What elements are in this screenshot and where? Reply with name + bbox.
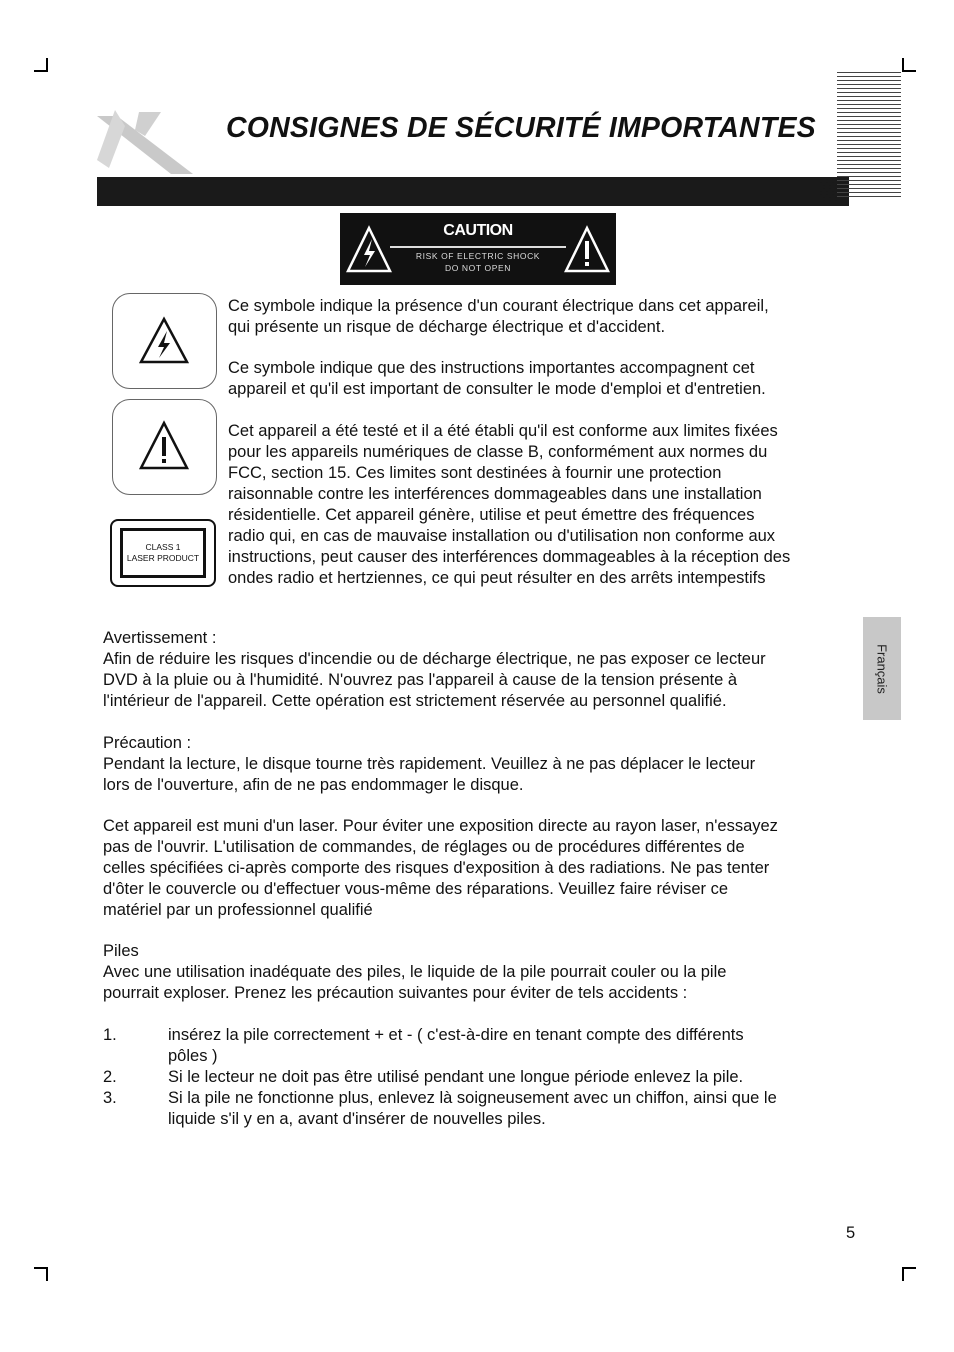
text-line: matériel par un professionnel qualifié <box>103 901 373 919</box>
text-line: Afin de réduire les risques d'incendie ou de décharge électrique, ne pas exposer ce lecteur <box>103 650 766 668</box>
text-line: Cet appareil est muni d'un laser. Pour éviter une exposition directe au rayon laser, n'essayez <box>103 817 778 835</box>
lightning-symbol-box <box>112 293 217 389</box>
list-item-number: 3. <box>103 1089 117 1107</box>
list-item <box>168 1067 743 1088</box>
list-item <box>168 1025 744 1067</box>
caution-subtitle-1: RISK OF ELECTRIC SHOCK <box>415 251 541 261</box>
page-number: 5 <box>846 1224 856 1242</box>
text-line: Pendant la lecture, le disque tourne très rapidement. Veuillez à ne pas déplacer le lecteur <box>103 755 756 773</box>
language-tab-label: Français <box>874 643 890 694</box>
language-tab <box>863 617 901 720</box>
text-line: pas de l'ouvrir. L'utilisation de commandes, de réglages ou de procédures différentes de <box>103 838 745 856</box>
title-bar <box>97 177 849 206</box>
caution-label <box>340 213 616 285</box>
batteries-section <box>103 941 726 1004</box>
laser-label-line-2: LASER PRODUCT <box>126 553 200 563</box>
symbol-paragraph-lightning <box>228 296 769 338</box>
caution-divider <box>390 246 566 248</box>
precaution-section <box>103 733 755 796</box>
symbol-paragraph-exclamation <box>228 358 766 400</box>
text-line: Avec une utilisation inadéquate des piles, le liquide de la pile pourrait couler ou la pile <box>103 963 727 981</box>
text-line: pôles ) <box>168 1047 218 1065</box>
text-line: raisonnable contre les interférences dommageables dans une installation <box>228 485 762 503</box>
text-line: Ce symbole indique la présence d'un courant électrique dans cet appareil, <box>228 297 769 315</box>
crop-mark-top-right <box>902 58 916 72</box>
precaution-heading: Précaution : <box>103 734 192 752</box>
laser-product-label <box>110 519 216 587</box>
text-line: DVD à la pluie ou à l'humidité. N'ouvrez pas l'appareil à cause de la tension présente à <box>103 671 738 689</box>
text-line: FCC, section 15. Ces limites sont destinées à fournir une protection <box>228 464 722 482</box>
text-line: Cet appareil a été testé et il a été établi qu'il est conforme aux limites fixées <box>228 422 778 440</box>
text-line: radio qui, en cas de mauvaise installation ou d'utilisation non conforme aux <box>228 527 776 545</box>
text-line: d'ôter le couvercle ou d'effectuer vous-même des réparations. Veuillez faire réviser ce <box>103 880 729 898</box>
crop-mark-top-left <box>34 58 48 72</box>
crop-mark-bottom-right <box>902 1267 916 1281</box>
laser-label-line-1: CLASS 1 <box>145 542 181 552</box>
warning-section <box>103 628 766 712</box>
crop-mark-bottom-left <box>34 1267 48 1281</box>
exclamation-triangle-icon <box>138 420 190 472</box>
text-line: celles spécifiées ci-après comporte des risques d'exposition à des radiations. Ne pas tenter <box>103 859 770 877</box>
list-item-number: 2. <box>103 1068 117 1086</box>
lightning-triangle-icon <box>138 316 190 366</box>
batteries-heading: Piles <box>103 942 139 960</box>
text-line: appareil et qu'il est important de consulter le mode d'emploi et d'entretien. <box>228 380 766 398</box>
list-item-number: 1. <box>103 1026 117 1044</box>
text-line: instructions, peut causer des interférences dommageables à la réception des <box>228 548 791 566</box>
text-line: liquide s'il y en a, avant d'insérer de nouvelles piles. <box>168 1110 546 1128</box>
text-line: insérez la pile correctement + et - ( c'est-à-dire en tenant compte des différents <box>168 1026 744 1044</box>
text-line: pourrait exploser. Prenez les précaution suivantes pour éviter de tels accidents : <box>103 984 688 1002</box>
page-title: CONSIGNES DE SÉCURITÉ IMPORTANTES <box>226 112 816 144</box>
exclamation-warning-icon <box>564 225 610 275</box>
text-line: Ce symbole indique que des instructions importantes accompagnent cet <box>228 359 755 377</box>
text-line: l'intérieur de l'appareil. Cette opération est strictement réservée au personnel qualifié. <box>103 692 727 710</box>
brand-logo <box>95 108 195 176</box>
caution-subtitle-2: DO NOT OPEN <box>445 263 511 273</box>
header-stripe-block <box>837 72 901 200</box>
text-line: résidentielle. Cet appareil génère, utilise et peut émettre des fréquences <box>228 506 755 524</box>
text-line: pour les appareils numériques de classe B, conformément aux normes du <box>228 443 768 461</box>
fcc-paragraph <box>228 421 790 589</box>
warning-heading: Avertissement : <box>103 629 217 647</box>
text-line: qui présente un risque de décharge électrique et d'accident. <box>228 318 666 336</box>
exclamation-symbol-box <box>112 399 217 495</box>
text-line: ondes radio et hertziennes, ce qui peut résulter en des arrêts intempestifs <box>228 569 766 587</box>
text-line: Si le lecteur ne doit pas être utilisé pendant une longue période enlevez la pile. <box>168 1068 744 1086</box>
list-item <box>168 1088 777 1130</box>
text-line: Si la pile ne fonctionne plus, enlevez là soigneusement avec un chiffon, ainsi que le <box>168 1089 777 1107</box>
laser-paragraph <box>103 816 778 921</box>
caution-title: CAUTION <box>443 222 513 239</box>
text-line: lors de l'ouverture, afin de ne pas endommager le disque. <box>103 776 524 794</box>
